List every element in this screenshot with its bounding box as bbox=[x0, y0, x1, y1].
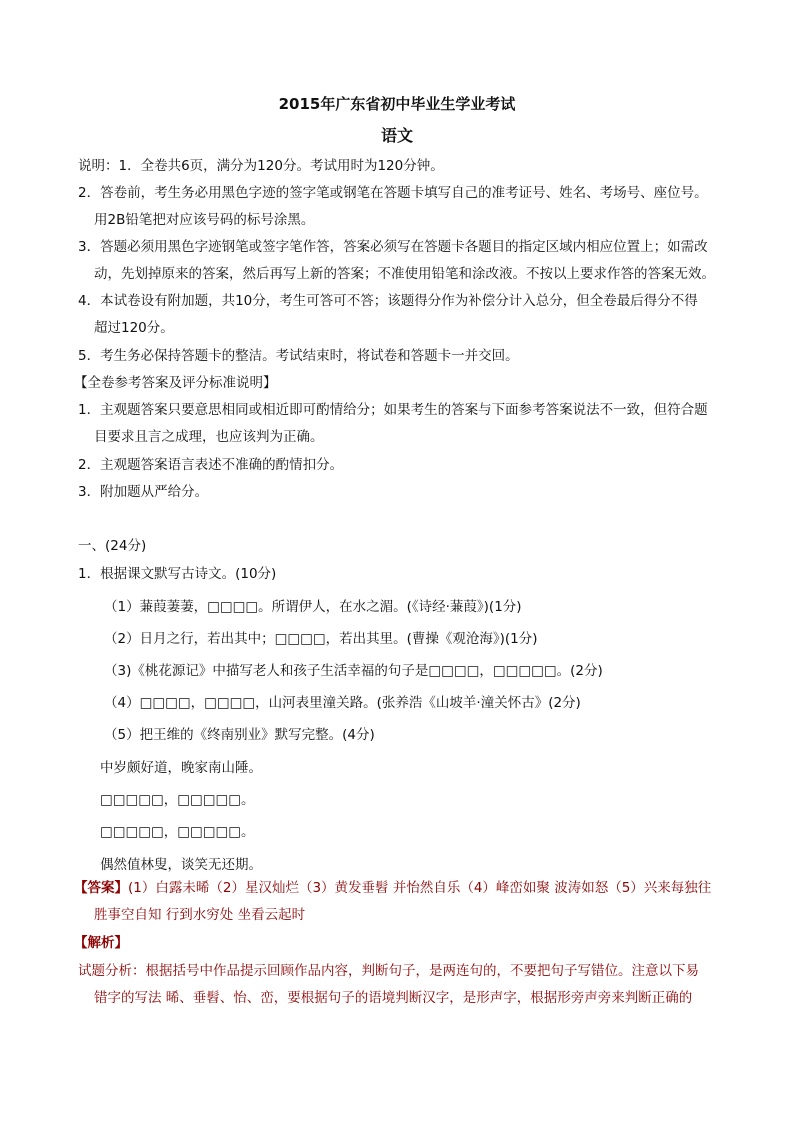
question-1: 1．根据课文默写古诗文。(10分) bbox=[78, 566, 277, 582]
subquestion: （1）蒹葭萋萋，□□□□。所谓伊人，在水之湄。(《诗经·蒹葭》)(1分) bbox=[104, 599, 522, 615]
subquestion: （5）把王维的《终南别业》默写完整。(4分) bbox=[104, 727, 375, 743]
instruction-line: 说明：1．全卷共6页，满分为120分。考试用时为120分钟。 bbox=[78, 158, 444, 174]
subquestion: （4）□□□□，□□□□，山河表里潼关路。(张养浩《山坡羊·潼关怀古》(2分) bbox=[104, 695, 581, 711]
answer-line-2: 胜事空自知 行到水穷处 坐看云起时 bbox=[94, 907, 306, 923]
exam-title: 2015年广东省初中毕业生学业考试 bbox=[278, 95, 516, 113]
answer-label: 【答案】 bbox=[74, 880, 128, 896]
scoring-heading: 【全卷参考答案及评分标准说明】 bbox=[74, 375, 277, 391]
subject-title: 语文 bbox=[380, 126, 413, 145]
scoring-line: 1．主观题答案只要意思相同或相近即可酌情给分；如果考生的答案与下面参考答案说法不一致，但符合题 bbox=[78, 402, 708, 418]
instruction-line: 超过120分。 bbox=[94, 320, 174, 336]
poem-line: □□□□□，□□□□□。 bbox=[100, 792, 255, 808]
analysis-line: 错字的写法 晞、垂髫、怡、峦，要根据句子的语境判断汉字，是形声字，根据形旁声旁来判断正确的 bbox=[94, 990, 693, 1006]
analysis-label: 【解析】 bbox=[74, 935, 128, 951]
instruction-line: 动，先划掉原来的答案，然后再写上新的答案；不准使用铅笔和涂改液。不按以上要求作答的答案无效。 bbox=[94, 266, 715, 282]
scoring-line: 2．主观题答案语言表述不准确的酌情扣分。 bbox=[78, 457, 344, 473]
instruction-line: 5．考生务必保持答题卡的整洁。考试结束时，将试卷和答题卡一并交回。 bbox=[78, 348, 519, 364]
analysis-line: 试题分析：根据括号中作品提示回顾作品内容，判断句子，是两连句的，不要把句子写错位。注意以下易 bbox=[78, 963, 699, 979]
instruction-line: 4．本试卷设有附加题，共10分，考生可答可不答；该题得分作为补偿分计入总分，但全卷最后得分不得 bbox=[78, 293, 698, 309]
answer-line bbox=[74, 878, 711, 898]
scoring-line: 目要求且言之成理，也应该判为正确。 bbox=[94, 429, 324, 445]
subquestion: （2）日月之行，若出其中；□□□□，若出其里。(曹操《观沧海》)(1分) bbox=[104, 631, 538, 647]
instruction-line: 3．答题必须用黑色字迹钢笔或签字笔作答，答案必须写在答题卡各题目的指定区域内相应位置上；如需改 bbox=[78, 239, 708, 255]
poem-line: 偶然值林叟，谈笑无还期。 bbox=[100, 857, 262, 873]
subquestion: （3)《桃花源记》中描写老人和孩子生活幸福的句子是□□□□，□□□□□。(2分) bbox=[104, 663, 603, 679]
instruction-line: 2．答卷前，考生务必用黑色字迹的签字笔或钢笔在答题卡填写自己的准考证号、姓名、考场号、座位号。 bbox=[78, 185, 708, 201]
scoring-line: 3．附加题从严给分。 bbox=[78, 484, 209, 500]
instruction-line: 用2B铅笔把对应该号码的标号涂黑。 bbox=[94, 212, 315, 228]
answer-text: (1）白露未晞（2）星汉灿烂（3）黄发垂髫 并怡然自乐（4）峰峦如聚 波涛如怒（5）兴来每独往 bbox=[128, 880, 712, 896]
poem-line: 中岁颇好道，晚家南山陲。 bbox=[100, 760, 262, 776]
section-heading: 一、(24分) bbox=[78, 538, 147, 554]
poem-line: □□□□□，□□□□□。 bbox=[100, 824, 255, 840]
